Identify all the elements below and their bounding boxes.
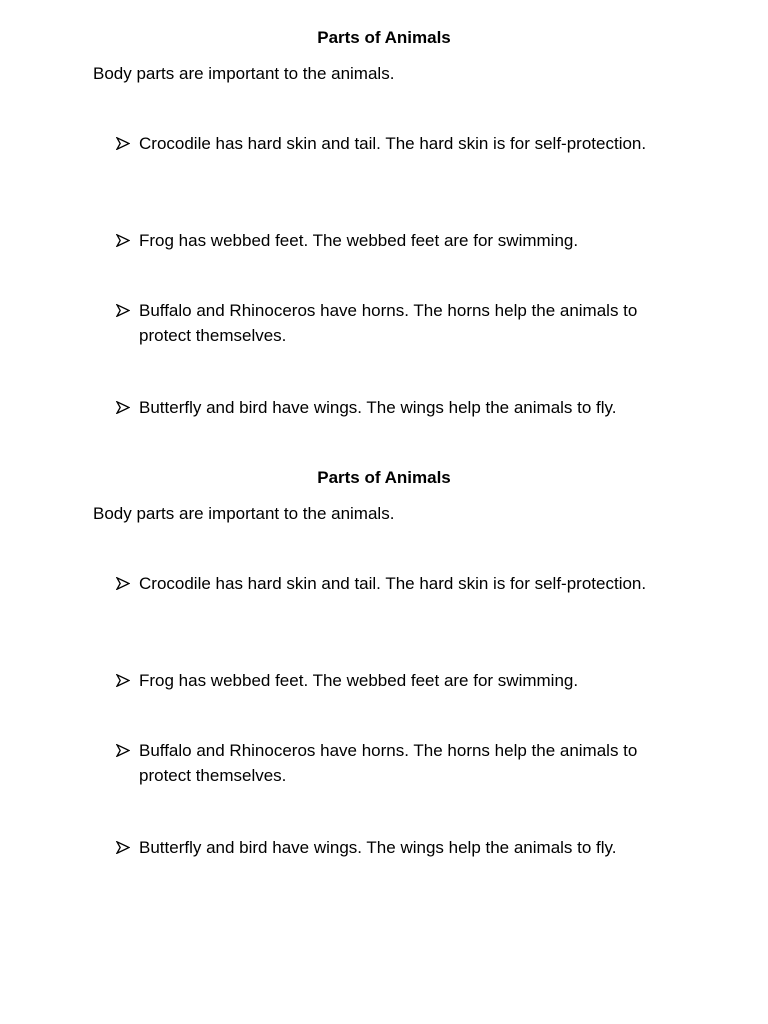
section-title: Parts of Animals (317, 28, 451, 47)
arrowhead-bullet-icon (116, 668, 139, 693)
arrowhead-bullet-icon (116, 395, 139, 420)
section-intro: Body parts are important to the animals. (93, 64, 395, 83)
bullet-text: Buffalo and Rhinoceros have horns. The horns help the animals to protect themselves. (139, 301, 638, 345)
bullet-item (116, 668, 676, 693)
bullet-text: Crocodile has hard skin and tail. The hard skin is for self-protection. (139, 574, 647, 593)
arrowhead-bullet-icon (116, 738, 139, 763)
bullet-text: Buffalo and Rhinoceros have horns. The horns help the animals to protect themselves. (139, 741, 638, 785)
arrowhead-bullet-icon (116, 835, 139, 860)
bullet-text: Frog has webbed feet. The webbed feet are for swimming. (139, 671, 579, 690)
section-1 (0, 26, 768, 417)
section-intro: Body parts are important to the animals. (93, 504, 395, 523)
bullet-item (116, 395, 676, 420)
section-title: Parts of Animals (317, 468, 451, 487)
bullet-item (116, 298, 676, 348)
bullet-text: Frog has webbed feet. The webbed feet are for swimming. (139, 231, 579, 250)
arrowhead-bullet-icon (116, 131, 139, 156)
bullet-item (116, 571, 676, 596)
arrowhead-bullet-icon (116, 571, 139, 596)
bullet-item (116, 228, 676, 253)
bullet-text: Butterfly and bird have wings. The wings help the animals to fly. (139, 398, 617, 417)
bullet-item (116, 738, 676, 788)
bullet-item (116, 131, 676, 156)
arrowhead-bullet-icon (116, 298, 139, 323)
arrowhead-bullet-icon (116, 228, 139, 253)
section-2 (0, 466, 768, 857)
bullet-item (116, 835, 676, 860)
bullet-text: Butterfly and bird have wings. The wings help the animals to fly. (139, 838, 617, 857)
bullet-text: Crocodile has hard skin and tail. The hard skin is for self-protection. (139, 134, 647, 153)
